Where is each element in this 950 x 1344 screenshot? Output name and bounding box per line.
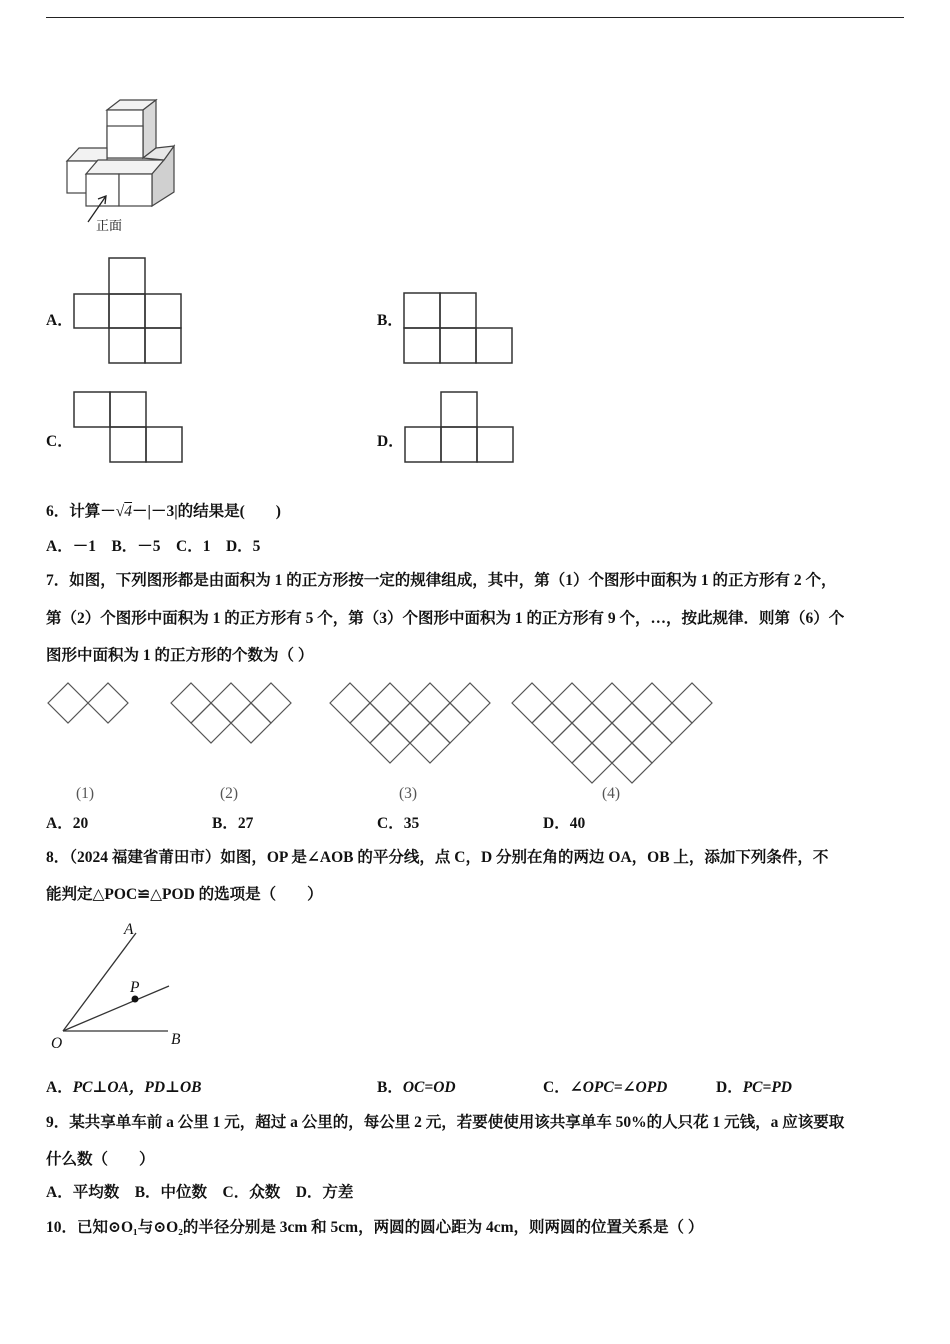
q6-radicand: 4 xyxy=(124,503,133,520)
q9-line-1: 9．某共享单车前 a 公里 1 元，超过 a 公里的，每公里 2 元，若要使使用该共享单车 50%的人只花 1 元钱，a 应该要取 xyxy=(46,1114,845,1131)
q5-option-d-figure xyxy=(402,390,518,468)
q5-option-b-label: B． xyxy=(377,312,403,329)
question-6 xyxy=(46,502,281,522)
q7-option-a: A．20 xyxy=(46,815,89,832)
q5-option-b-figure xyxy=(402,290,516,368)
header-rule xyxy=(46,17,904,18)
q8-label-o: O xyxy=(51,1035,63,1052)
q8-line-2: 能判定△POC≌△POD 的选项是（ ） xyxy=(46,886,323,903)
q5-option-a-figure xyxy=(72,256,186,366)
sqrt-sign: √ xyxy=(115,503,125,520)
q8-label-p: P xyxy=(130,979,140,996)
q7-fig-label-4: (4) xyxy=(602,785,621,802)
q5-option-c-figure xyxy=(72,390,186,468)
q7-option-b: B．27 xyxy=(212,815,254,832)
q7-line-3: 图形中面积为 1 的正方形的个数为（ ） xyxy=(46,647,314,664)
q8-option-d: D．PC=PD xyxy=(716,1079,793,1096)
q8-option-a: A．PC⊥OA，PD⊥OB xyxy=(46,1079,202,1096)
q5-option-a-label: A． xyxy=(46,312,73,329)
q7-fig-label-1: (1) xyxy=(76,785,95,802)
q7-line-1: 7．如图，下列图形都是由面积为 1 的正方形按一定的规律组成，其中，第（1）个图形中面积为 1 的正方形有 2 个， xyxy=(46,572,837,589)
q8-option-c: C．∠OPC=∠OPD xyxy=(543,1079,668,1096)
q8-line-1: 8．（2024 福建省莆田市）如图，OP 是∠AOB 的平分线，点 C，D 分别在角的两边 OA，OB 上，添加下列条件，不 xyxy=(46,849,829,866)
q8-option-b: B．OC=OD xyxy=(377,1079,456,1096)
q7-option-c: C．35 xyxy=(377,815,420,832)
q9-line-2: 什么数（ ） xyxy=(46,1151,155,1168)
block-3d-figure xyxy=(62,96,187,238)
q7-line-2: 第（2）个图形中面积为 1 的正方形有 5 个，第（3）个图形中面积为 1 的正方形有 9 个，…，按此规律．则第（6）个 xyxy=(46,610,845,627)
q10-line-1: 10．已知⊙O₁与⊙O₂的半径分别是 3cm 和 5cm，两圆的圆心距为 4cm，则两圆的位置关系是（ ） xyxy=(46,1219,704,1236)
q5-option-d-label: D． xyxy=(377,433,404,450)
q7-fig-label-2: (2) xyxy=(220,785,239,802)
q6-options: A．－1 B．－5 C．1 D．5 xyxy=(46,538,261,555)
q6-suffix: －|－3|的结果是( ) xyxy=(132,503,281,520)
q7-pattern-figures xyxy=(44,676,724,784)
front-label: 正面 xyxy=(96,219,123,234)
q7-option-d: D．40 xyxy=(543,815,586,832)
q6-prefix: 6．计算－ xyxy=(46,503,116,520)
q8-label-a: A xyxy=(124,921,134,938)
q5-option-c-label: C． xyxy=(46,433,73,450)
q9-options: A．平均数 B．中位数 C．众数 D．方差 xyxy=(46,1184,354,1201)
q8-label-b: B xyxy=(171,1031,181,1048)
q7-fig-label-3: (3) xyxy=(399,785,418,802)
